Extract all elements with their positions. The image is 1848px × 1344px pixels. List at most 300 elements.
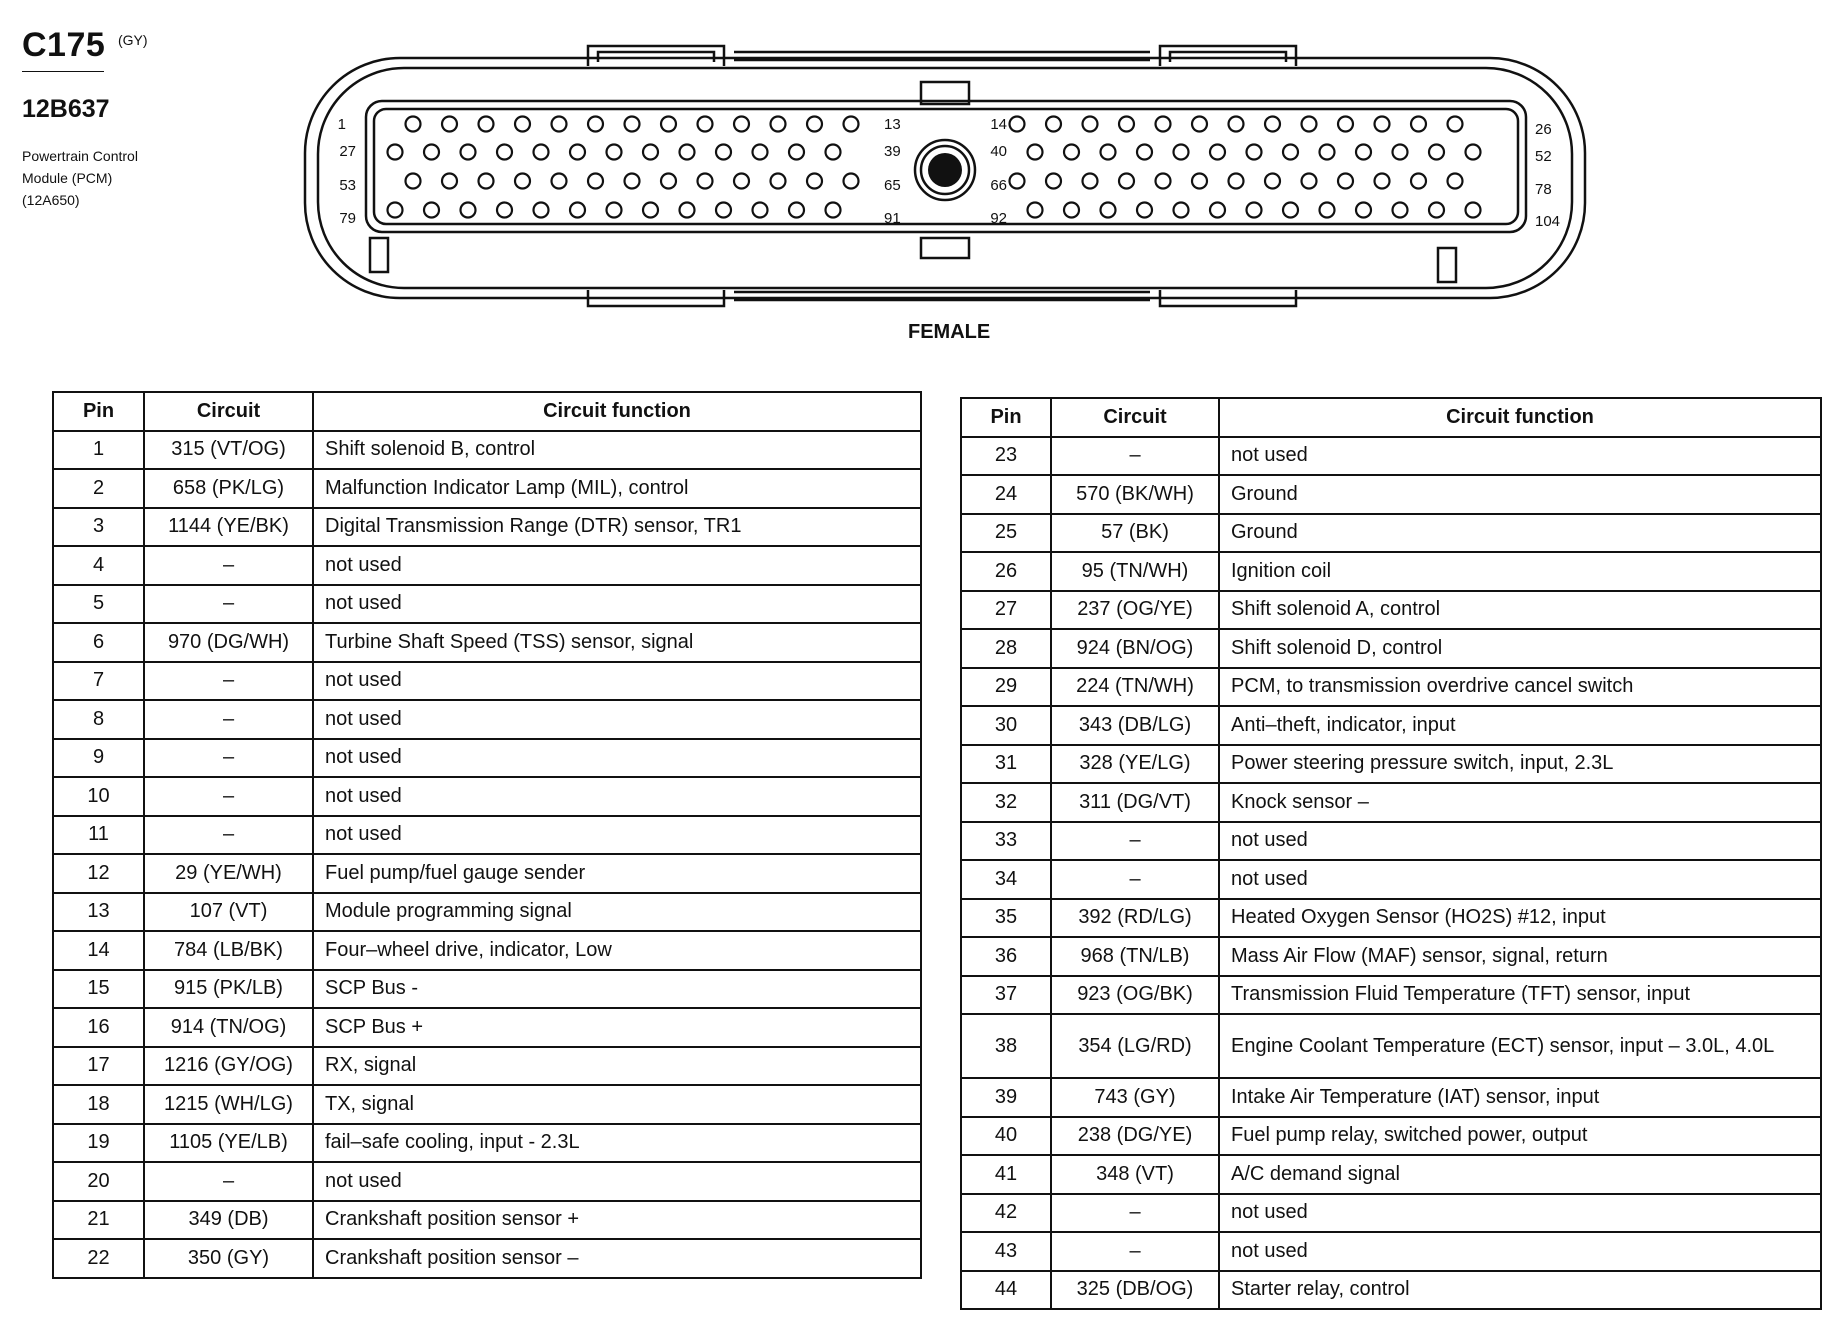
pin-label: 65 [884,177,901,194]
table-row [53,700,921,739]
circuit-cell: – [1051,1232,1219,1271]
circuit-cell: 325 (DB/OG) [1051,1271,1219,1310]
table-row [961,1271,1821,1310]
pin-cell: 3 [53,508,144,547]
pin-label: 91 [884,210,901,227]
circuit-cell: 915 (PK/LB) [144,970,313,1009]
pin-cell: 42 [961,1194,1051,1233]
function-cell: not used [313,1162,921,1201]
pin-hole [1192,117,1207,132]
pin-hole [771,117,786,132]
pin-cell: 15 [53,970,144,1009]
circuit-cell: 224 (TN/WH) [1051,668,1219,707]
pin-hole [1046,174,1061,189]
pin-hole [461,203,476,218]
pin-hole [1320,203,1335,218]
pin-hole [1302,117,1317,132]
pin-hole [1411,117,1426,132]
pin-hole [1101,203,1116,218]
pin-cell: 36 [961,937,1051,976]
table-row [961,860,1821,899]
pin-hole [1192,174,1207,189]
function-cell: not used [313,816,921,855]
pin-hole [625,117,640,132]
pin-hole [1137,203,1152,218]
pin-hole [1302,174,1317,189]
pin-hole [643,145,658,160]
pin-hole [625,174,640,189]
function-cell: Starter relay, control [1219,1271,1821,1310]
table-row [961,899,1821,938]
function-cell: Four–wheel drive, indicator, Low [313,931,921,970]
function-cell: not used [313,700,921,739]
function-cell: Digital Transmission Range (DTR) sensor, TR1 [313,508,921,547]
pin-hole [461,145,476,160]
center-key-bottom [921,238,969,258]
circuit-cell: 237 (OG/YE) [1051,591,1219,630]
pin-hole [734,174,749,189]
function-cell: SCP Bus - [313,970,921,1009]
function-cell: Knock sensor – [1219,783,1821,822]
pin-cell: 6 [53,623,144,662]
table-row [961,1194,1821,1233]
pin-cell: 21 [53,1201,144,1240]
pin-hole [753,203,768,218]
table-row [53,1124,921,1163]
function-cell: SCP Bus + [313,1008,921,1047]
connector-id: C175 [22,26,106,64]
circuit-cell: 970 (DG/WH) [144,623,313,662]
function-cell: Power steering pressure switch, input, 2.3L [1219,745,1821,784]
function-cell: not used [313,777,921,816]
pin-hole [588,117,603,132]
table-row [961,552,1821,591]
function-cell: Shift solenoid B, control [313,431,921,470]
pin-hole [479,174,494,189]
pin-hole [424,145,439,160]
function-cell: RX, signal [313,1047,921,1086]
pin-cell: 34 [961,860,1051,899]
table-row [53,662,921,701]
function-cell: Crankshaft position sensor – [313,1239,921,1278]
view-label: FEMALE [908,321,991,343]
col-header-function: Circuit function [313,392,921,431]
pin-hole [570,145,585,160]
col-header-pin: Pin [53,392,144,431]
side-post-right [1438,248,1456,282]
pin-hole [1010,174,1025,189]
function-cell: not used [313,739,921,778]
pin-hole [1064,145,1079,160]
pin-hole [1466,203,1481,218]
pin-hole [753,145,768,160]
pin-hole [698,117,713,132]
pin-hole [1028,203,1043,218]
circuit-cell: 107 (VT) [144,893,313,932]
circuit-cell: 1105 (YE/LB) [144,1124,313,1163]
table-row [961,668,1821,707]
circuit-cell: 914 (TN/OG) [144,1008,313,1047]
pin-cell: 8 [53,700,144,739]
circuit-cell: 311 (DG/VT) [1051,783,1219,822]
table-row [961,706,1821,745]
pin-cell: 41 [961,1155,1051,1194]
connector-color: (GY) [118,32,148,48]
function-cell: Heated Oxygen Sensor (HO2S) #12, input [1219,899,1821,938]
pin-hole [406,117,421,132]
table-row [53,469,921,508]
pin-hole [588,174,603,189]
circuit-cell: – [144,816,313,855]
table-row [961,976,1821,1015]
function-cell: TX, signal [313,1085,921,1124]
function-cell: not used [1219,437,1821,476]
col-header-pin: Pin [961,398,1051,437]
function-cell: Crankshaft position sensor + [313,1201,921,1240]
pin-hole [661,117,676,132]
pin-label: 14 [990,116,1007,133]
pin-hole [789,145,804,160]
pin-cell: 39 [961,1078,1051,1117]
pin-hole [1229,174,1244,189]
pin-hole [497,203,512,218]
function-cell: Malfunction Indicator Lamp (MIL), control [313,469,921,508]
connector-face-diagram [0,0,1848,320]
circuit-cell: 95 (TN/WH) [1051,552,1219,591]
pin-cell: 30 [961,706,1051,745]
col-header-function: Circuit function [1219,398,1821,437]
function-cell: PCM, to transmission overdrive cancel switch [1219,668,1821,707]
pin-cell: 23 [961,437,1051,476]
pin-hole [661,174,676,189]
table-row [53,508,921,547]
circuit-cell: – [1051,822,1219,861]
pin-hole [424,203,439,218]
function-cell: Engine Coolant Temperature (ECT) sensor, input – 3.0L, 4.0L [1219,1014,1821,1078]
circuit-cell: 784 (LB/BK) [144,931,313,970]
pin-cell: 32 [961,783,1051,822]
function-cell: Fuel pump/fuel gauge sender [313,854,921,893]
pin-hole [552,174,567,189]
circuit-cell: 1215 (WH/LG) [144,1085,313,1124]
pin-cell: 35 [961,899,1051,938]
description-line: Powertrain Control [22,148,138,164]
pin-hole [1375,117,1390,132]
pin-hole [771,174,786,189]
col-header-circuit: Circuit [144,392,313,431]
pin-cell: 16 [53,1008,144,1047]
pin-cell: 5 [53,585,144,624]
pin-cell: 33 [961,822,1051,861]
pin-hole [1210,203,1225,218]
pin-hole [1356,203,1371,218]
table-row [961,1117,1821,1156]
circuit-cell: 743 (GY) [1051,1078,1219,1117]
circuit-cell: – [144,585,313,624]
circuit-cell: 343 (DB/LG) [1051,706,1219,745]
pin-hole [680,203,695,218]
pin-cell: 24 [961,475,1051,514]
pin-cell: 18 [53,1085,144,1124]
circuit-cell: 348 (VT) [1051,1155,1219,1194]
pin-hole [442,117,457,132]
function-cell: Shift solenoid D, control [1219,629,1821,668]
circuit-cell: 924 (BN/OG) [1051,629,1219,668]
pin-hole [1356,145,1371,160]
pin-hole [534,203,549,218]
circuit-cell: – [144,777,313,816]
table-row [961,822,1821,861]
circuit-cell: – [144,700,313,739]
table-row [961,1014,1821,1078]
pin-cell: 28 [961,629,1051,668]
pin-hole [844,117,859,132]
function-cell: Intake Air Temperature (IAT) sensor, input [1219,1078,1821,1117]
table-row [961,591,1821,630]
pin-hole [1137,145,1152,160]
table-row [961,629,1821,668]
pin-hole [643,203,658,218]
pin-cell: 37 [961,976,1051,1015]
pin-hole [515,174,530,189]
pin-hole [552,117,567,132]
table-row [53,854,921,893]
pin-hole [607,145,622,160]
pin-hole [388,145,403,160]
circuit-cell: – [1051,1194,1219,1233]
circuit-cell: – [144,662,313,701]
function-cell: not used [313,585,921,624]
table-row [53,777,921,816]
function-cell: Turbine Shaft Speed (TSS) sensor, signal [313,623,921,662]
table-row [53,1239,921,1278]
pin-hole [734,117,749,132]
table-header-row [961,398,1821,437]
function-cell: not used [313,546,921,585]
function-cell: A/C demand signal [1219,1155,1821,1194]
table-row [961,437,1821,476]
circuit-cell: – [1051,860,1219,899]
function-cell: fail–safe cooling, input - 2.3L [313,1124,921,1163]
function-cell: Transmission Fluid Temperature (TFT) sensor, input [1219,976,1821,1015]
pin-hole [826,145,841,160]
table-row [961,475,1821,514]
pin-hole [1028,145,1043,160]
table-row [53,893,921,932]
pin-hole [607,203,622,218]
pin-hole [1375,174,1390,189]
pin-hole [807,174,822,189]
pin-hole [497,145,512,160]
pin-hole [1247,145,1262,160]
function-cell: Fuel pump relay, switched power, output [1219,1117,1821,1156]
pin-hole [1083,174,1098,189]
circuit-cell: 1144 (YE/BK) [144,508,313,547]
pin-hole [1156,117,1171,132]
pin-hole [1466,145,1481,160]
table-row [53,431,921,470]
pin-hole [1229,117,1244,132]
pin-cell: 44 [961,1271,1051,1310]
pin-hole [515,117,530,132]
pin-hole [1448,117,1463,132]
pin-label: 53 [339,177,356,194]
side-post-left [370,238,388,272]
table-row [961,937,1821,976]
pin-label: 66 [990,177,1007,194]
top-latch-left [588,46,724,66]
pin-hole [1338,117,1353,132]
pin-hole [442,174,457,189]
pin-hole [789,203,804,218]
table-row [53,585,921,624]
pin-cell: 40 [961,1117,1051,1156]
pin-cell: 9 [53,739,144,778]
pin-hole [698,174,713,189]
circuit-cell: 328 (YE/LG) [1051,745,1219,784]
pin-hole [1064,203,1079,218]
pin-cell: 20 [53,1162,144,1201]
circuit-cell: 315 (VT/OG) [144,431,313,470]
pin-hole [1119,174,1134,189]
pin-hole [1083,117,1098,132]
circuit-cell: – [144,739,313,778]
circuit-cell: 349 (DB) [144,1201,313,1240]
pin-cell: 11 [53,816,144,855]
function-cell: Ground [1219,475,1821,514]
description-line: (12A650) [22,192,80,208]
pin-hole [680,145,695,160]
table-row [961,783,1821,822]
circuit-cell: 1216 (GY/OG) [144,1047,313,1086]
col-header-circuit: Circuit [1051,398,1219,437]
pin-cell: 17 [53,1047,144,1086]
pin-hole [807,117,822,132]
pin-cell: 4 [53,546,144,585]
pin-hole [1448,174,1463,189]
pin-cell: 26 [961,552,1051,591]
pin-hole [1283,203,1298,218]
pin-cell: 43 [961,1232,1051,1271]
pin-hole [1247,203,1262,218]
pin-cell: 25 [961,514,1051,553]
pin-hole [1411,174,1426,189]
pin-cell: 10 [53,777,144,816]
table-row [961,1232,1821,1271]
pin-hole [1265,117,1280,132]
pin-cell: 22 [53,1239,144,1278]
table-row [53,1162,921,1201]
pin-hole [1338,174,1353,189]
circuit-cell: 29 (YE/WH) [144,854,313,893]
pin-hole [1156,174,1171,189]
pin-hole [1265,174,1280,189]
function-cell: not used [1219,1194,1821,1233]
function-cell: Shift solenoid A, control [1219,591,1821,630]
function-cell: not used [1219,822,1821,861]
pin-cell: 12 [53,854,144,893]
pin-hole [716,145,731,160]
pin-cell: 31 [961,745,1051,784]
top-latch-right [1160,46,1296,66]
pinout-table-right [960,397,1822,1310]
pin-hole [570,203,585,218]
function-cell: Mass Air Flow (MAF) sensor, signal, return [1219,937,1821,976]
table-row [53,1085,921,1124]
pin-hole [1429,203,1444,218]
table-row [53,931,921,970]
circuit-cell: – [144,546,313,585]
pin-label: 39 [884,143,901,160]
table-row [53,623,921,662]
pin-cell: 2 [53,469,144,508]
pin-label: 40 [990,143,1007,160]
pin-hole [1119,117,1134,132]
pin-cell: 7 [53,662,144,701]
function-cell: Anti–theft, indicator, input [1219,706,1821,745]
circuit-cell: – [144,1162,313,1201]
pin-hole [479,117,494,132]
pin-label: 13 [884,116,901,133]
table-header-row [53,392,921,431]
pin-hole [406,174,421,189]
part-number: 12B637 [22,95,110,123]
pin-hole [1046,117,1061,132]
table-row [53,546,921,585]
circuit-cell: 350 (GY) [144,1239,313,1278]
table-row [961,1155,1821,1194]
pin-label: 104 [1535,213,1561,230]
table-row [53,816,921,855]
circuit-cell: 238 (DG/YE) [1051,1117,1219,1156]
pin-label: 92 [990,210,1007,227]
table-row [961,745,1821,784]
circuit-cell: 923 (OG/BK) [1051,976,1219,1015]
circuit-cell: 354 (LG/RD) [1051,1014,1219,1078]
pin-hole [844,174,859,189]
center-bolt-core [928,153,962,187]
circuit-cell: 392 (RD/LG) [1051,899,1219,938]
pin-hole [1283,145,1298,160]
pin-label: 26 [1535,121,1552,138]
pin-hole [826,203,841,218]
description-line: Module (PCM) [22,170,113,186]
pin-hole [716,203,731,218]
pin-cell: 1 [53,431,144,470]
pin-hole [1429,145,1444,160]
pin-cell: 19 [53,1124,144,1163]
table-row [53,1008,921,1047]
pin-hole [534,145,549,160]
pin-hole [1320,145,1335,160]
circuit-cell: – [1051,437,1219,476]
pin-label: 78 [1535,181,1552,198]
pin-label: 52 [1535,148,1552,165]
table-row [53,1047,921,1086]
circuit-cell: 570 (BK/WH) [1051,475,1219,514]
pin-label: 79 [339,210,356,227]
pin-hole [1174,203,1189,218]
pin-hole [388,203,403,218]
pin-hole [1174,145,1189,160]
circuit-cell: 658 (PK/LG) [144,469,313,508]
function-cell: Module programming signal [313,893,921,932]
pin-label: 1 [337,116,346,133]
function-cell: Ground [1219,514,1821,553]
pin-hole [1010,117,1025,132]
pin-cell: 14 [53,931,144,970]
table-row [53,970,921,1009]
